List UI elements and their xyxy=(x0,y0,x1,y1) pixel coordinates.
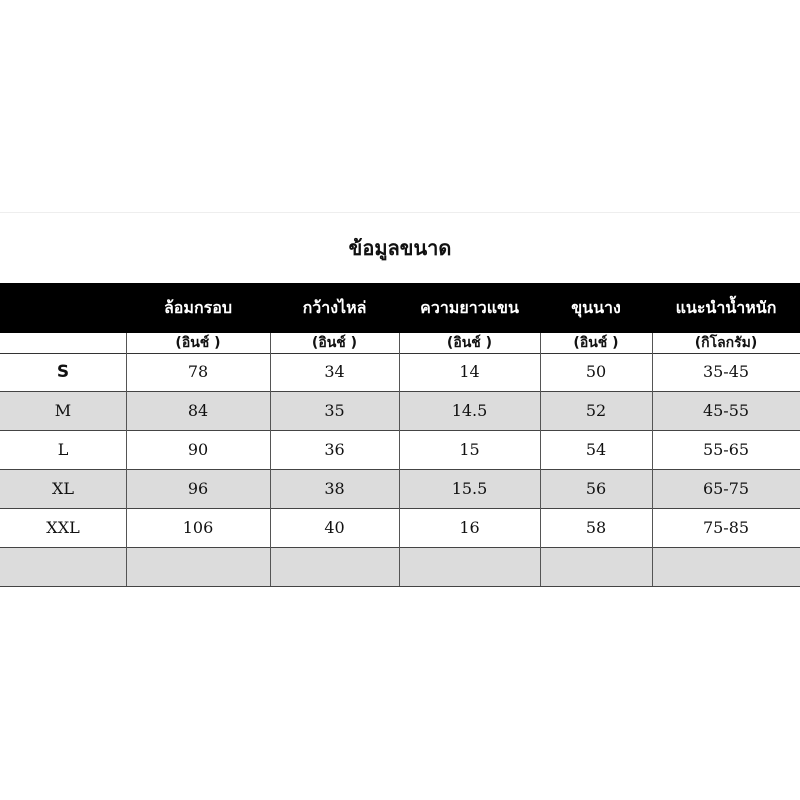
size-label: M xyxy=(54,401,72,420)
header-chest: ล้อมกรอบ xyxy=(163,298,232,317)
table-row xyxy=(0,470,800,509)
header-weight: แนะนำน้ำหนัก xyxy=(675,298,777,317)
cell-sleeve: 14 xyxy=(459,362,480,381)
cell-chest: 90 xyxy=(187,440,209,459)
header-sleeve: ความยาวแขน xyxy=(420,298,519,317)
size-label: L xyxy=(57,440,69,459)
cell-chest: 96 xyxy=(187,479,209,498)
cell-weight: 35-45 xyxy=(702,362,750,381)
cell-length: 52 xyxy=(585,401,607,420)
unit-sleeve: (อินช์ ) xyxy=(446,335,493,351)
table-row-empty xyxy=(0,548,800,587)
column-divider xyxy=(540,333,541,586)
cell-length: 54 xyxy=(585,440,607,459)
cell-sleeve xyxy=(399,548,540,586)
cell-chest: 106 xyxy=(182,518,214,537)
cell-length: 50 xyxy=(585,362,607,381)
size-chart-title: ข้อมูลขนาด xyxy=(348,236,452,260)
cell-weight xyxy=(652,548,800,586)
unit-shoulder: (อินช์ ) xyxy=(311,335,358,351)
size-label: XL xyxy=(51,479,74,498)
header-shoulder: กว้างไหล่ xyxy=(302,298,367,317)
cell-chest: 78 xyxy=(187,362,209,381)
column-divider xyxy=(126,333,127,586)
cell-shoulder: 36 xyxy=(324,440,345,459)
cell-shoulder: 40 xyxy=(324,518,345,537)
unit-weight: (กิโลกรัม) xyxy=(694,335,758,351)
cell-length: 58 xyxy=(585,518,607,537)
size-label: XXL xyxy=(46,518,80,537)
unit-length: (อินช์ ) xyxy=(573,335,619,351)
table-row xyxy=(0,392,800,431)
table-row xyxy=(0,431,800,470)
cell-shoulder: 38 xyxy=(324,479,345,498)
cell-weight: 65-75 xyxy=(702,479,750,498)
cell-sleeve: 15.5 xyxy=(451,479,488,498)
top-divider xyxy=(0,212,800,213)
cell-length xyxy=(540,548,652,586)
table-row xyxy=(0,353,800,392)
cell-weight: 45-55 xyxy=(702,401,750,420)
cell-length: 56 xyxy=(585,479,607,498)
cell-sleeve: 14.5 xyxy=(451,401,488,420)
size-label xyxy=(0,548,126,586)
cell-weight: 55-65 xyxy=(702,440,750,459)
unit-chest: (อินช์ ) xyxy=(175,335,221,351)
header-length: ขุนนาง xyxy=(571,298,621,317)
cell-shoulder xyxy=(270,548,399,586)
cell-shoulder: 35 xyxy=(324,401,345,420)
cell-weight: 75-85 xyxy=(702,518,750,537)
column-divider xyxy=(652,333,653,586)
cell-chest: 84 xyxy=(187,401,209,420)
column-divider xyxy=(399,333,400,586)
table-row xyxy=(0,509,800,548)
cell-shoulder: 34 xyxy=(324,362,345,381)
size-label: S xyxy=(56,362,70,382)
cell-sleeve: 15 xyxy=(459,440,480,459)
cell-chest xyxy=(126,548,270,586)
column-divider xyxy=(270,333,271,586)
cell-sleeve: 16 xyxy=(459,518,480,537)
